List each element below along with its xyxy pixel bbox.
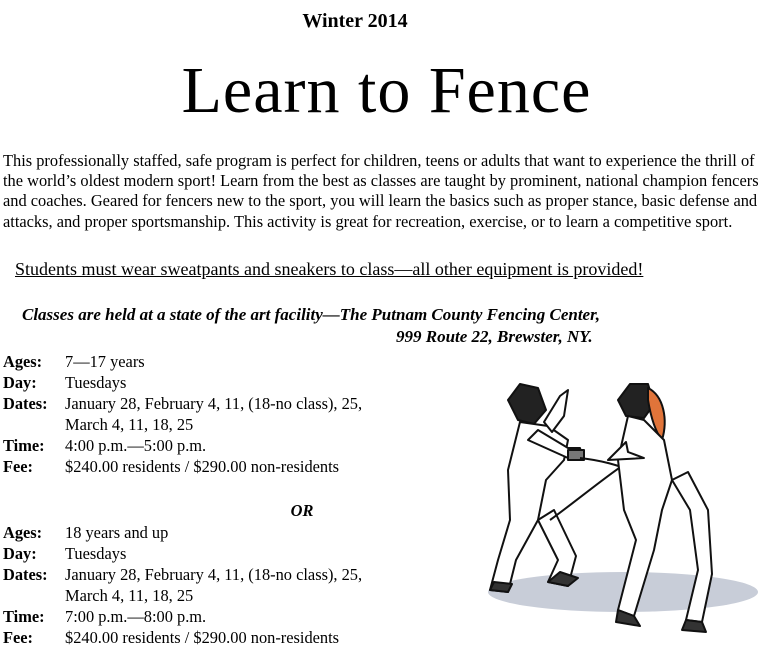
facility-line-1: Classes are held at a state of the art facility—The Putnam County Fencing Center, (22, 305, 601, 324)
label-ages: Ages: (3, 523, 43, 542)
session-youth (3, 351, 362, 477)
time-value: 7:00 p.m.—8:00 p.m. (65, 607, 207, 626)
ages-value: 7—17 years (65, 352, 145, 371)
season-heading: Winter 2014 (302, 10, 408, 32)
or-separator: OR (290, 501, 314, 520)
fee-value: $240.00 residents / $290.00 non-residents (65, 457, 340, 476)
label-day: Day: (3, 544, 37, 563)
dates-value-line2: March 4, 11, 18, 25 (65, 586, 194, 605)
dates-value-line1: January 28, February 4, 11, (18-no class), 25, (65, 394, 363, 413)
fee-value: $240.00 residents / $290.00 non-residents (65, 628, 340, 647)
ages-value: 18 years and up (65, 523, 169, 542)
time-value: 4:00 p.m.—5:00 p.m. (65, 436, 207, 455)
dates-value-line1: January 28, February 4, 11, (18-no class), 25, (65, 565, 363, 584)
intro-paragraph: This professionally staffed, safe program is perfect for children, teens or adults that want to experience the thrill of the world’s oldest modern sport! Learn from the best as classes are taught by prominent, national champion fencers and coaches. Geared for fencers new to the sport, you will learn the basics such as proper stance, basic defense and attacks, and proper sportsmanship. This activity is great for recreation, exercise, or to learn a competitive sport. (3, 151, 759, 231)
fencers-illustration-icon (468, 360, 768, 650)
label-time: Time: (3, 436, 45, 455)
label-fee: Fee: (3, 628, 34, 647)
dates-value-line2: March 4, 11, 18, 25 (65, 415, 194, 434)
session-adult (3, 522, 362, 648)
label-dates: Dates: (3, 565, 48, 584)
label-dates: Dates: (3, 394, 48, 413)
equipment-requirement: Students must wear sweatpants and sneakers to class—all other equipment is provided! (15, 259, 644, 279)
label-time: Time: (3, 607, 45, 626)
page-title: Learn to Fence (181, 54, 592, 127)
label-day: Day: (3, 373, 37, 392)
facility-info (22, 304, 762, 348)
label-ages: Ages: (3, 352, 43, 371)
day-value: Tuesdays (65, 544, 127, 563)
facility-line-2: 999 Route 22, Brewster, NY. (396, 327, 593, 346)
day-value: Tuesdays (65, 373, 127, 392)
label-fee: Fee: (3, 457, 34, 476)
